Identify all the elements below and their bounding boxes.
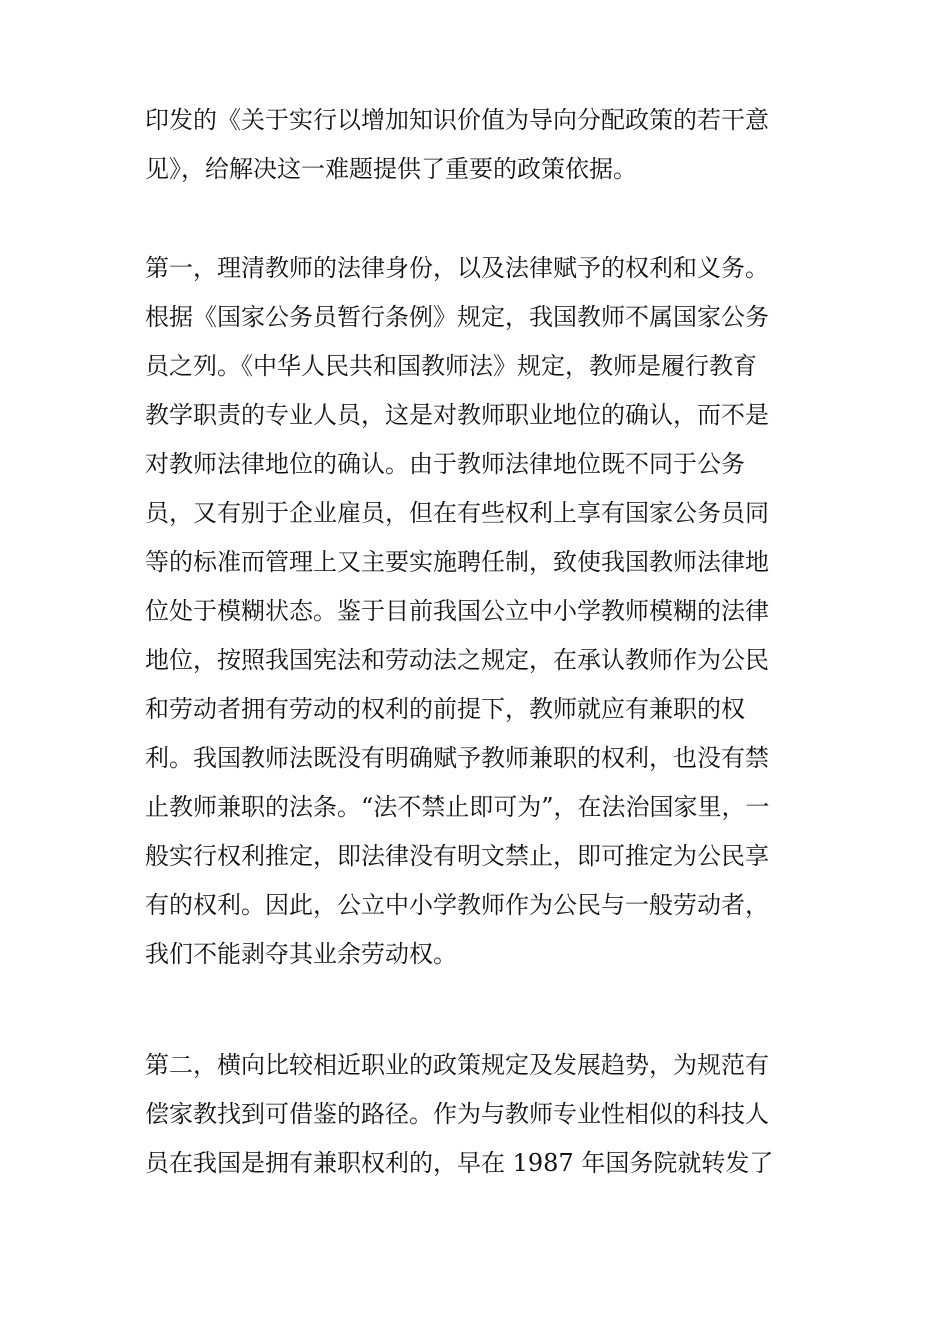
paragraph-line: 我们不能剥夺其业余劳动权。 <box>145 940 457 968</box>
paragraph-line: 位处于模糊状态。鉴于目前我国公立中小学教师模糊的法律 <box>145 597 769 625</box>
paragraph-line: 员在我国是拥有兼职权利的，早在 1987 年国务院就转发了 <box>145 1149 774 1177</box>
paragraph-line: 教学职责的专业人员，这是对教师职业地位的确认，而不是 <box>145 401 769 429</box>
paragraph-line: 员，又有别于企业雇员，但在有些权利上享有国家公务员同 <box>145 499 769 527</box>
paragraph-line: 和劳动者拥有劳动的权利的前提下，教师就应有兼职的权 <box>145 695 745 723</box>
paragraph-line: 等的标准而管理上又主要实施聘任制，致使我国教师法律地 <box>145 548 769 576</box>
paragraph-line: 第二，横向比较相近职业的政策规定及发展趋势，为规范有 <box>145 1051 769 1079</box>
paragraph-line: 根据《国家公务员暂行条例》规定，我国教师不属国家公务 <box>145 303 769 331</box>
paragraph-line: 有的权利。因此，公立中小学教师作为公民与一般劳动者， <box>145 891 769 919</box>
paragraph-line: 对教师法律地位的确认。由于教师法律地位既不同于公务 <box>145 450 745 478</box>
paragraph-line: 止教师兼职的法条。“法不禁止即可为”，在法治国家里，一 <box>145 793 770 821</box>
paragraph-line: 第一，理清教师的法律身份，以及法律赋予的权利和义务。 <box>145 254 769 282</box>
paragraph-line: 利。我国教师法既没有明确赋予教师兼职的权利，也没有禁 <box>145 744 769 772</box>
paragraph-line: 员之列。《中华人民共和国教师法》规定，教师是履行教育 <box>145 352 757 380</box>
paragraph-line: 印发的《关于实行以增加知识价值为导向分配政策的若干意 <box>145 106 769 134</box>
paragraph-line: 见》，给解决这一难题提供了重要的政策依据。 <box>145 155 637 183</box>
paragraph-line: 般实行权利推定，即法律没有明文禁止，即可推定为公民享 <box>145 842 769 870</box>
paragraph-line: 地位，按照我国宪法和劳动法之规定，在承认教师作为公民 <box>145 646 769 674</box>
paragraph-line: 偿家教找到可借鉴的路径。作为与教师专业性相似的科技人 <box>145 1100 769 1128</box>
